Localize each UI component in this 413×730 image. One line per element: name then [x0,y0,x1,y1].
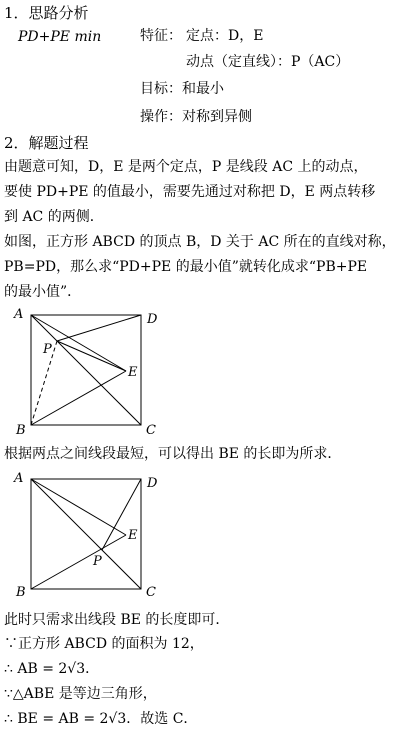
feature-fixed-points: 定点：D，E [186,28,264,44]
segment-be [31,535,126,589]
paragraph-2-line: PB=PD，那么求“PD+PE 的最小值”就转化成求“PB+PE [4,259,368,275]
paragraph-1-line: 到 AC 的两侧． [4,209,104,225]
after-figure-1-text: 根据两点之间线段最短，可以得出 BE 的长即为所求． [4,446,342,462]
label-a: A [14,471,24,486]
label-d: D [147,312,158,327]
label-p: P [93,554,102,569]
proof-line: ∴ AB = 2√3． [4,661,100,677]
label-a: A [14,307,24,322]
proof-line: ∵正方形 ABCD 的面积为 12， [4,636,204,652]
figure-1-diagram [0,300,170,440]
label-e: E [128,365,138,380]
label-c: C [146,585,156,600]
proof-line: ∵△ABE 是等边三角形， [4,686,157,702]
segment-pe [57,341,126,371]
paragraph-2-line: 如图，正方形 ABCD 的顶点 B，D 关于 AC 所在的直线对称， [4,234,396,250]
figure-2-diagram [0,465,170,605]
label-e: E [128,528,138,543]
section2-heading: 2．解题过程 [4,134,89,152]
section1-heading: 1．思路分析 [4,4,89,22]
label-p: P [43,342,52,357]
segment-be [31,371,126,425]
goal-text: 目标：和最小 [140,81,224,97]
after-figure-2-text: 此时只需求出线段 BE 的长度即可． [4,612,230,628]
label-c: C [146,423,156,438]
problem-formula: PD+PE min [18,29,102,45]
feature-moving-point: 动点（定直线）：P（AC） [186,54,350,70]
paragraph-1-line: 由题意可知，D，E 是两个定点，P 是线段 AC 上的动点， [4,159,368,175]
paragraph-2-line: 的最小值”． [4,284,82,300]
label-d: D [147,476,158,491]
paragraph-1-line: 要使 PD+PE 的值最小，需要先通过对称把 D，E 两点转移 [4,184,376,200]
segment-pd [57,315,141,341]
operation-text: 操作：对称到异侧 [140,109,252,125]
label-b: B [16,585,26,600]
feature-label: 特征： [140,28,182,44]
label-b: B [16,423,26,438]
proof-line: ∴ BE = AB = 2√3．故选 C． [4,711,198,727]
